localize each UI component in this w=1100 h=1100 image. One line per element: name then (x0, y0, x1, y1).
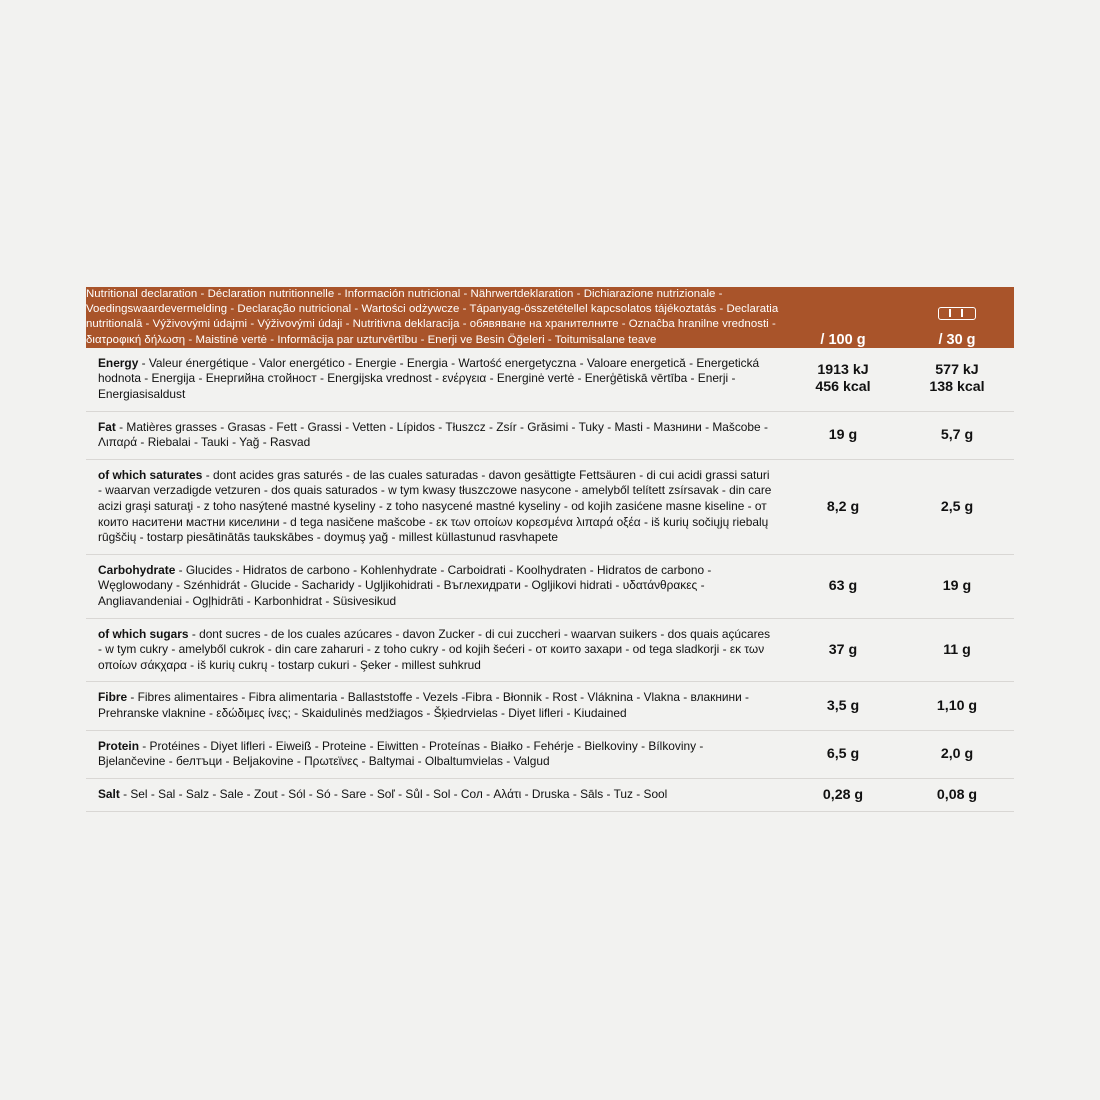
table-body (86, 348, 1014, 811)
value-sugars-30g: 11 g (900, 618, 1014, 682)
per-100g-label: / 100 g (820, 331, 866, 348)
value-fat-30g: 5,7 g (900, 411, 1014, 459)
table-header (86, 287, 1014, 348)
value-fibre-30g: 1,10 g (900, 682, 1014, 730)
nutrient-label-energy: Energy - Valeur énergétique - Valor energético - Energie - Energia - Wartość energetyczna - Valoare energetică - Energetická hodnota - Energija - Енергийна стойност - Energijska vrednost - ενέργεια - Energinė vertė - Enerģētiskā vērtība - Enerji - Energiasisaldust (86, 348, 786, 411)
table-row (86, 411, 1014, 459)
value-energy-30g-kcal: 138 kcal (929, 379, 985, 396)
nutrient-label-of-which-sugars: of which sugars - dont sucres - de los cuales azúcares - davon Zucker - di cui zuccheri - waarvan suikers - dos quais açúcares - w tym cukry - amelyből cukrok - din care zaharuri - z toho cukry - od kojih šećeri - от които захари - od tega sladkorji - εκ των οποίων σάκχαρα - iš kurių cukrų - tostarp cukuri - Şeker - millest suhkrud (86, 618, 786, 682)
value-sugars-100g: 37 g (786, 618, 900, 682)
column-header-per-30g (900, 287, 1014, 348)
value-salt-100g: 0,28 g (786, 778, 900, 811)
value-energy-30g (900, 348, 1014, 411)
value-energy-30g-kj: 577 kJ (935, 362, 979, 379)
per-30g-label: / 30 g (938, 331, 976, 348)
value-fibre-100g: 3,5 g (786, 682, 900, 730)
table-row (86, 778, 1014, 811)
value-energy-100g-kj: 1913 kJ (817, 362, 869, 379)
table-row (86, 618, 1014, 682)
value-saturates-30g: 2,5 g (900, 459, 1014, 554)
nutrient-label-of-which-saturates: of which saturates - dont acides gras saturés - de las cuales saturadas - davon gesättigte Fettsäuren - di cui acidi grassi saturi - waarvan verzadigde vetzuren - dos quais saturados - w tym kwasy tłuszczowe nasycone - amelyből telített zsírsavak - din care acizi graşi saturaţi - z toho nasýtené mastné kyseliny - z toho nasycené mastné kyseliny - od kojih zasićene masne kiseline - от които наситени мастни киселини - d tega nasičene mašcobe - εκ των οποίων κορεσμένα λιπαρά οξέα - iš kurių sočiųjų riebalų rūgščių - tostarp piesātinātās taukskābes - doymuş yağ - millest küllastunud rasvhapete (86, 459, 786, 554)
table-row (86, 554, 1014, 618)
value-saturates-100g: 8,2 g (786, 459, 900, 554)
value-salt-30g: 0,08 g (900, 778, 1014, 811)
nutrient-label-protein: Protein - Protéines - Diyet lifleri - Eiweiß - Proteine - Eiwitten - Proteínas - Białko - Fehérje - Bielkoviny - Bílkoviny - Bjelančevine - белтъци - Beljakovine - Πρωτεϊνες - Baltymai - Olbaltumvielas - Valgud (86, 730, 786, 778)
value-fat-100g: 19 g (786, 411, 900, 459)
value-energy-100g (786, 348, 900, 411)
table-row (86, 459, 1014, 554)
nutritional-declaration-languages: Nutritional declaration - Déclaration nutritionnelle - Información nutricional - Nährwertdeklaration - Dichiarazione nutrizionale - Voedingswaardevermelding - Declaração nutricional - Wartości odżywcze - Tápanyag-összetétellel kapcsolatos tájékoztatás - Declaratia nutritionalā - Výživovými údajmi - Výživovými údaji - Nutritivna deklaracija - обявяване на хранителните - Oznaĉba hranilne vrednosti - διατροφική δήλωση - Maistinė vertė - Informācija par uzturvērtību - Enerji ve Besin Öğeleri - Toitumisalane teave (86, 287, 786, 348)
column-header-per-100g (786, 287, 900, 348)
table-row (86, 730, 1014, 778)
value-carbohydrate-100g: 63 g (786, 554, 900, 618)
value-protein-30g: 2,0 g (900, 730, 1014, 778)
value-carbohydrate-30g: 19 g (900, 554, 1014, 618)
value-energy-100g-kcal: 456 kcal (815, 379, 871, 396)
header-spacer (786, 307, 900, 332)
nutrition-table-container (86, 287, 1014, 812)
nutrient-label-fat: Fat - Matières grasses - Grasas - Fett - Grassi - Vetten - Lípidos - Tłuszcz - Zsír - Grăsimi - Tuky - Masti - Мазнини - Mašcobe - Λιπαρά - Riebalai - Tauki - Yağ - Rasvad (86, 411, 786, 459)
table-row (86, 682, 1014, 730)
value-protein-100g: 6,5 g (786, 730, 900, 778)
table-row (86, 348, 1014, 411)
nutrient-label-carbohydrate: Carbohydrate - Glucides - Hidratos de carbono - Kohlenhydrate - Carboidrati - Koolhydraten - Hidratos de carbono - Węglowodany - Szénhidrát - Glucide - Sacharidy - Ugljikohidrati - Въглехидрати - Ogljikovi hidrati - υδατάνθρακες - Angliavandeniai - Ogļhidrāti - Karbonhidrat - Süsivesikud (86, 554, 786, 618)
nutrient-label-salt: Salt - Sel - Sal - Salz - Sale - Zout - Sól - Só - Sare - Soľ - Sůl - Sol - Сол - Αλάτι - Druska - Sāls - Tuz - Sool (86, 778, 786, 811)
nutrient-label-fibre: Fibre - Fibres alimentaires - Fibra alimentaria - Ballaststoffe - Vezels -Fibra - Błonnik - Rost - Vláknina - Vlakna - влакнини - Prehranske vlaknine - εδώδιμες ίνες; - Skaidulinės medžiagos - Šķiedrvielas - Diyet lifleri - Kiudained (86, 682, 786, 730)
nutrition-declaration-table (86, 287, 1014, 812)
cereal-bar-icon (938, 307, 976, 320)
